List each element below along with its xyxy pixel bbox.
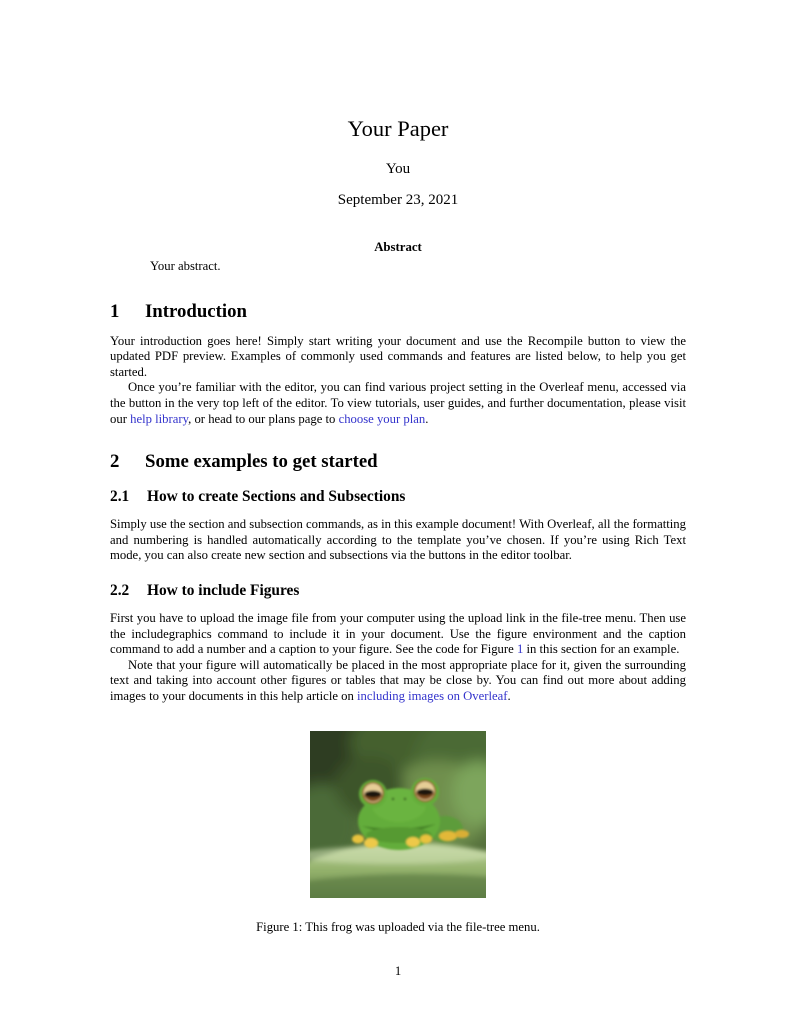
section-title: Some examples to get started bbox=[145, 451, 378, 473]
abstract-heading: Abstract bbox=[374, 240, 422, 254]
subsection-title: How to include Figures bbox=[147, 581, 300, 599]
choose-your-plan-link[interactable]: choose your plan bbox=[338, 411, 426, 426]
section-number: 1 bbox=[110, 300, 120, 322]
paper-date: September 23, 2021 bbox=[337, 192, 459, 208]
paragraph-text: First you have to upload the image file from your computer using the upload link in the file-tree menu. Then use the includegraphics command to include it in your document. Use the figure environment and the caption command to add a number and a caption to your figure. See the code for Figure bbox=[110, 610, 686, 657]
section-title: Introduction bbox=[145, 300, 247, 322]
frog-image bbox=[310, 731, 486, 898]
page-number: 1 bbox=[394, 963, 402, 978]
paragraph-text: Once you’re familiar with the editor, you can find various project setting in the Overleaf menu, accessed via the button in the very top left of the editor. To view tutorials, user guides, and further documentation, please visit our bbox=[110, 380, 686, 426]
title-block bbox=[110, 116, 686, 209]
section-heading-examples bbox=[110, 450, 686, 473]
figure-1 bbox=[110, 731, 686, 935]
frog-photo-svg bbox=[310, 731, 486, 898]
subsection-title: How to create Sections and Subsections bbox=[147, 488, 406, 506]
figure-caption: Figure 1: This frog was uploaded via the file-tree menu. bbox=[256, 919, 540, 934]
subsection-heading-sections bbox=[110, 487, 686, 506]
subsection-number: 2.1 bbox=[110, 488, 130, 506]
paper-title: Your Paper bbox=[347, 116, 449, 141]
help-library-link[interactable]: help library bbox=[130, 411, 189, 426]
paragraph-text: Note that your figure will automatically be placed in the most appropriate place for it, given the surrounding text and taking into account other figures or tables that may be close by. You can find out more about adding images to your documents in this help article on bbox=[110, 657, 686, 703]
including-images-link[interactable]: including images on Overleaf bbox=[357, 688, 508, 703]
paragraph-intro-2 bbox=[110, 380, 686, 427]
section-number: 2 bbox=[110, 451, 120, 473]
paragraph-text: , or head to our plans page to bbox=[188, 411, 339, 426]
paragraph-figures-2 bbox=[110, 658, 686, 705]
paper-author: You bbox=[385, 161, 411, 177]
abstract-body: Your abstract. bbox=[150, 259, 221, 273]
text-column bbox=[110, 0, 686, 979]
paragraph-text: . bbox=[507, 688, 511, 703]
paragraph-text: in this section for an example. bbox=[523, 642, 680, 657]
subsection-heading-figures bbox=[110, 581, 686, 600]
paragraph-figures-1 bbox=[110, 611, 686, 658]
paragraph-sections: Simply use the section and subsection commands, as in this example document! With Overleaf, all the formatting and numbering is handled automatically according to the template you’ve chosen. If you’re using Rich Text mode, you can also create new section and subsections via the buttons in the editor toolbar. bbox=[110, 517, 686, 563]
paragraph-intro-1: Your introduction goes here! Simply start writing your document and use the Recompile button to view the updated PDF preview. Examples of commonly used commands and features are listed below, to help you get started. bbox=[110, 333, 686, 379]
section-heading-introduction bbox=[110, 300, 686, 323]
figure-1-reference-link[interactable]: 1 bbox=[516, 642, 524, 657]
paragraph-text: . bbox=[425, 411, 429, 426]
subsection-number: 2.2 bbox=[110, 581, 130, 599]
